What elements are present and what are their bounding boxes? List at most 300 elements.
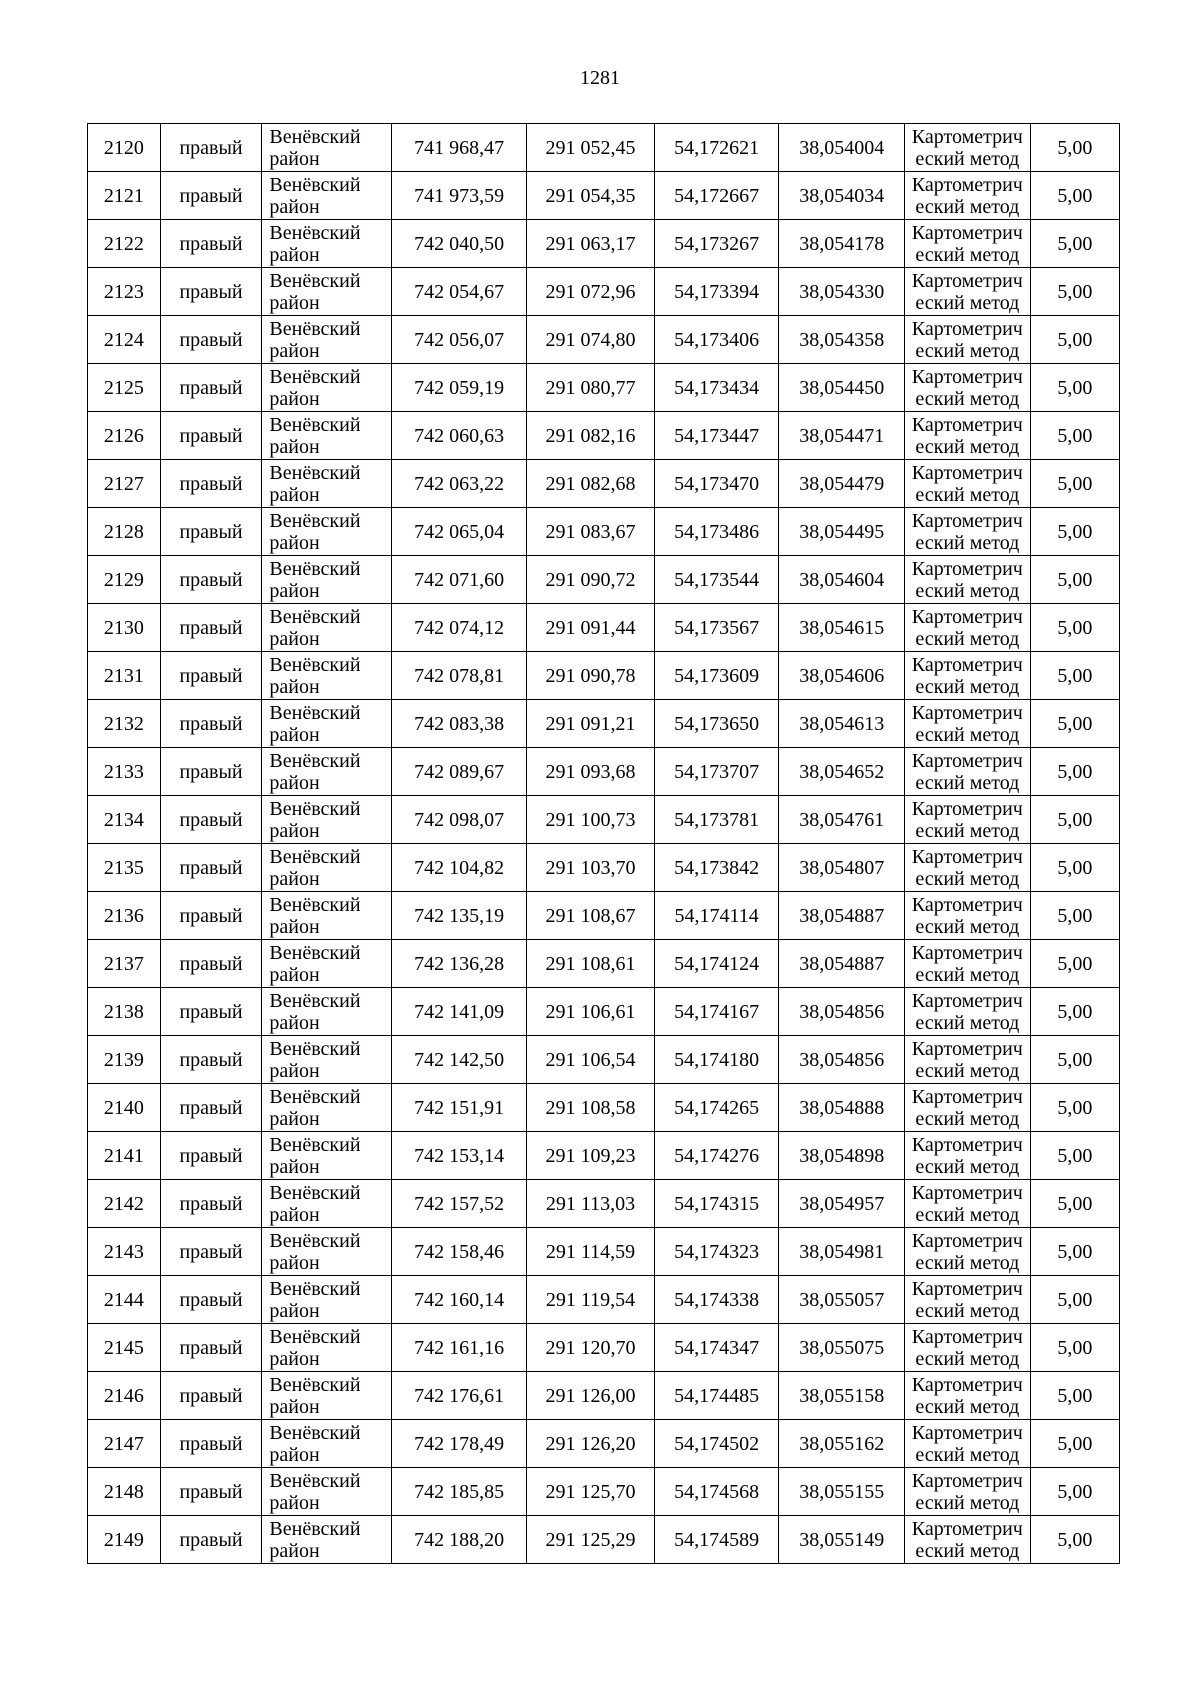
method-cell-line-1: Картометрич <box>911 125 1023 148</box>
accuracy-cell: 5,00 <box>1030 892 1119 940</box>
longitude-cell: 38,054004 <box>779 124 905 172</box>
coord-x-cell: 741 973,59 <box>392 172 527 220</box>
method-cell <box>905 124 1031 172</box>
coord-x-cell: 742 056,07 <box>392 316 527 364</box>
point-number-cell: 2120 <box>88 124 161 172</box>
district-cell-line-1: Венёвский <box>269 317 361 340</box>
longitude-cell: 38,054330 <box>779 268 905 316</box>
bank-side-cell: правый <box>160 1132 262 1180</box>
method-cell-line-2: еский метод <box>915 627 1020 650</box>
bank-side-cell: правый <box>160 1228 262 1276</box>
method-cell-line-2: еский метод <box>915 387 1020 410</box>
method-cell <box>905 652 1031 700</box>
latitude-cell: 54,174180 <box>654 1036 779 1084</box>
bank-side-cell: правый <box>160 700 262 748</box>
method-cell-line-1: Картометрич <box>911 1421 1023 1444</box>
district-cell-line-2: район <box>269 387 320 410</box>
coord-y-cell: 291 100,73 <box>527 796 655 844</box>
table-row <box>88 220 1120 268</box>
district-cell <box>262 1036 392 1084</box>
coord-y-cell: 291 126,00 <box>527 1372 655 1420</box>
coord-x-cell: 742 078,81 <box>392 652 527 700</box>
district-cell-line-2: район <box>269 579 320 602</box>
table-body <box>88 124 1120 1564</box>
method-cell-line-1: Картометрич <box>911 989 1023 1012</box>
table-row <box>88 1420 1120 1468</box>
coord-x-cell: 742 054,67 <box>392 268 527 316</box>
district-cell-line-2: район <box>269 1011 320 1034</box>
longitude-cell: 38,054613 <box>779 700 905 748</box>
table-row <box>88 1372 1120 1420</box>
latitude-cell: 54,174502 <box>654 1420 779 1468</box>
accuracy-cell: 5,00 <box>1030 748 1119 796</box>
district-cell <box>262 412 392 460</box>
district-cell-line-1: Венёвский <box>269 1181 361 1204</box>
bank-side-cell: правый <box>160 892 262 940</box>
method-cell-line-1: Картометрич <box>911 221 1023 244</box>
bank-side-cell: правый <box>160 508 262 556</box>
method-cell <box>905 1180 1031 1228</box>
district-cell <box>262 844 392 892</box>
bank-side-cell: правый <box>160 268 262 316</box>
latitude-cell: 54,173447 <box>654 412 779 460</box>
accuracy-cell: 5,00 <box>1030 1228 1119 1276</box>
longitude-cell: 38,054761 <box>779 796 905 844</box>
district-cell-line-2: район <box>269 1491 320 1514</box>
accuracy-cell: 5,00 <box>1030 652 1119 700</box>
district-cell-line-2: район <box>269 1251 320 1274</box>
longitude-cell: 38,055162 <box>779 1420 905 1468</box>
longitude-cell: 38,055155 <box>779 1468 905 1516</box>
point-number-cell: 2141 <box>88 1132 161 1180</box>
district-cell <box>262 1420 392 1468</box>
district-cell-line-1: Венёвский <box>269 557 361 580</box>
bank-side-cell: правый <box>160 1468 262 1516</box>
latitude-cell: 54,174114 <box>654 892 779 940</box>
accuracy-cell: 5,00 <box>1030 124 1119 172</box>
table-row <box>88 508 1120 556</box>
district-cell-line-1: Венёвский <box>269 221 361 244</box>
table-row <box>88 172 1120 220</box>
point-number-cell: 2132 <box>88 700 161 748</box>
bank-side-cell: правый <box>160 652 262 700</box>
district-cell-line-2: район <box>269 1347 320 1370</box>
district-cell-line-1: Венёвский <box>269 173 361 196</box>
method-cell <box>905 220 1031 268</box>
latitude-cell: 54,174323 <box>654 1228 779 1276</box>
district-cell-line-2: район <box>269 339 320 362</box>
point-number-cell: 2137 <box>88 940 161 988</box>
district-cell <box>262 940 392 988</box>
point-number-cell: 2129 <box>88 556 161 604</box>
method-cell-line-2: еский метод <box>915 1347 1020 1370</box>
table-row <box>88 1036 1120 1084</box>
accuracy-cell: 5,00 <box>1030 364 1119 412</box>
accuracy-cell: 5,00 <box>1030 220 1119 268</box>
district-cell-line-2: район <box>269 435 320 458</box>
coord-x-cell: 742 098,07 <box>392 796 527 844</box>
point-number-cell: 2124 <box>88 316 161 364</box>
district-cell <box>262 316 392 364</box>
accuracy-cell: 5,00 <box>1030 1276 1119 1324</box>
bank-side-cell: правый <box>160 220 262 268</box>
method-cell-line-2: еский метод <box>915 1155 1020 1178</box>
bank-side-cell: правый <box>160 796 262 844</box>
district-cell-line-1: Венёвский <box>269 461 361 484</box>
district-cell-line-2: район <box>269 243 320 266</box>
method-cell-line-2: еский метод <box>915 243 1020 266</box>
district-cell <box>262 508 392 556</box>
district-cell-line-1: Венёвский <box>269 413 361 436</box>
bank-side-cell: правый <box>160 460 262 508</box>
longitude-cell: 38,054358 <box>779 316 905 364</box>
method-cell <box>905 412 1031 460</box>
table-row <box>88 316 1120 364</box>
district-cell <box>262 748 392 796</box>
coord-x-cell: 742 188,20 <box>392 1516 527 1564</box>
district-cell <box>262 556 392 604</box>
method-cell <box>905 1516 1031 1564</box>
district-cell <box>262 460 392 508</box>
coord-x-cell: 742 136,28 <box>392 940 527 988</box>
accuracy-cell: 5,00 <box>1030 172 1119 220</box>
district-cell <box>262 892 392 940</box>
bank-side-cell: правый <box>160 316 262 364</box>
district-cell-line-2: район <box>269 483 320 506</box>
method-cell-line-2: еский метод <box>915 291 1020 314</box>
district-cell <box>262 172 392 220</box>
method-cell <box>905 460 1031 508</box>
district-cell-line-2: район <box>269 195 320 218</box>
accuracy-cell: 5,00 <box>1030 268 1119 316</box>
latitude-cell: 54,174568 <box>654 1468 779 1516</box>
coord-y-cell: 291 052,45 <box>527 124 655 172</box>
method-cell <box>905 1228 1031 1276</box>
table-row <box>88 604 1120 652</box>
coord-x-cell: 742 151,91 <box>392 1084 527 1132</box>
method-cell-line-2: еский метод <box>915 339 1020 362</box>
coord-y-cell: 291 082,16 <box>527 412 655 460</box>
coord-x-cell: 742 141,09 <box>392 988 527 1036</box>
method-cell <box>905 556 1031 604</box>
district-cell-line-1: Венёвский <box>269 125 361 148</box>
method-cell-line-2: еский метод <box>915 819 1020 842</box>
point-number-cell: 2134 <box>88 796 161 844</box>
coord-y-cell: 291 090,78 <box>527 652 655 700</box>
method-cell <box>905 748 1031 796</box>
district-cell <box>262 1468 392 1516</box>
coord-x-cell: 742 089,67 <box>392 748 527 796</box>
coord-x-cell: 742 176,61 <box>392 1372 527 1420</box>
district-cell-line-2: район <box>269 915 320 938</box>
longitude-cell: 38,054034 <box>779 172 905 220</box>
bank-side-cell: правый <box>160 1036 262 1084</box>
accuracy-cell: 5,00 <box>1030 556 1119 604</box>
coord-y-cell: 291 106,54 <box>527 1036 655 1084</box>
coord-x-cell: 742 083,38 <box>392 700 527 748</box>
district-cell-line-2: район <box>269 1203 320 1226</box>
coord-y-cell: 291 120,70 <box>527 1324 655 1372</box>
latitude-cell: 54,174124 <box>654 940 779 988</box>
coord-y-cell: 291 113,03 <box>527 1180 655 1228</box>
accuracy-cell: 5,00 <box>1030 1372 1119 1420</box>
point-number-cell: 2144 <box>88 1276 161 1324</box>
district-cell-line-1: Венёвский <box>269 365 361 388</box>
accuracy-cell: 5,00 <box>1030 316 1119 364</box>
point-number-cell: 2126 <box>88 412 161 460</box>
method-cell <box>905 1084 1031 1132</box>
latitude-cell: 54,174167 <box>654 988 779 1036</box>
bank-side-cell: правый <box>160 412 262 460</box>
latitude-cell: 54,174485 <box>654 1372 779 1420</box>
method-cell-line-2: еский метод <box>915 147 1020 170</box>
district-cell <box>262 604 392 652</box>
method-cell-line-2: еский метод <box>915 1395 1020 1418</box>
coord-y-cell: 291 125,70 <box>527 1468 655 1516</box>
bank-side-cell: правый <box>160 988 262 1036</box>
district-cell <box>262 364 392 412</box>
district-cell-line-1: Венёвский <box>269 749 361 772</box>
district-cell-line-2: район <box>269 675 320 698</box>
method-cell-line-1: Картометрич <box>911 461 1023 484</box>
table-row <box>88 268 1120 316</box>
longitude-cell: 38,054888 <box>779 1084 905 1132</box>
method-cell-line-1: Картометрич <box>911 1517 1023 1540</box>
district-cell-line-1: Венёвский <box>269 941 361 964</box>
point-number-cell: 2125 <box>88 364 161 412</box>
accuracy-cell: 5,00 <box>1030 1132 1119 1180</box>
district-cell-line-2: район <box>269 1155 320 1178</box>
district-cell <box>262 124 392 172</box>
district-cell-line-2: район <box>269 1107 320 1130</box>
district-cell-line-2: район <box>269 1395 320 1418</box>
district-cell-line-1: Венёвский <box>269 1277 361 1300</box>
method-cell <box>905 316 1031 364</box>
district-cell-line-2: район <box>269 963 320 986</box>
method-cell-line-1: Картометрич <box>911 797 1023 820</box>
district-cell <box>262 1132 392 1180</box>
method-cell-line-1: Картометрич <box>911 317 1023 340</box>
method-cell-line-2: еский метод <box>915 1203 1020 1226</box>
coord-x-cell: 742 059,19 <box>392 364 527 412</box>
longitude-cell: 38,055149 <box>779 1516 905 1564</box>
district-cell-line-1: Венёвский <box>269 1373 361 1396</box>
method-cell-line-2: еский метод <box>915 1107 1020 1130</box>
longitude-cell: 38,054807 <box>779 844 905 892</box>
point-number-cell: 2130 <box>88 604 161 652</box>
district-cell <box>262 652 392 700</box>
table-row <box>88 1468 1120 1516</box>
method-cell-line-2: еский метод <box>915 579 1020 602</box>
latitude-cell: 54,173486 <box>654 508 779 556</box>
latitude-cell: 54,173707 <box>654 748 779 796</box>
method-cell-line-1: Картометрич <box>911 1469 1023 1492</box>
method-cell-line-1: Картометрич <box>911 365 1023 388</box>
coord-x-cell: 742 071,60 <box>392 556 527 604</box>
method-cell-line-1: Картометрич <box>911 557 1023 580</box>
method-cell <box>905 1372 1031 1420</box>
accuracy-cell: 5,00 <box>1030 1516 1119 1564</box>
coord-y-cell: 291 080,77 <box>527 364 655 412</box>
method-cell <box>905 508 1031 556</box>
latitude-cell: 54,174338 <box>654 1276 779 1324</box>
method-cell <box>905 1036 1031 1084</box>
coord-x-cell: 742 160,14 <box>392 1276 527 1324</box>
coord-x-cell: 742 060,63 <box>392 412 527 460</box>
point-number-cell: 2135 <box>88 844 161 892</box>
coord-x-cell: 742 074,12 <box>392 604 527 652</box>
district-cell <box>262 1180 392 1228</box>
longitude-cell: 38,055158 <box>779 1372 905 1420</box>
method-cell-line-2: еский метод <box>915 867 1020 890</box>
latitude-cell: 54,173842 <box>654 844 779 892</box>
method-cell-line-1: Картометрич <box>911 1181 1023 1204</box>
method-cell <box>905 364 1031 412</box>
method-cell-line-1: Картометрич <box>911 173 1023 196</box>
point-number-cell: 2133 <box>88 748 161 796</box>
district-cell-line-1: Венёвский <box>269 1229 361 1252</box>
method-cell-line-2: еский метод <box>915 963 1020 986</box>
district-cell-line-2: район <box>269 771 320 794</box>
method-cell-line-1: Картометрич <box>911 269 1023 292</box>
method-cell <box>905 1420 1031 1468</box>
method-cell-line-1: Картометрич <box>911 1277 1023 1300</box>
method-cell-line-2: еский метод <box>915 1251 1020 1274</box>
accuracy-cell: 5,00 <box>1030 988 1119 1036</box>
coord-y-cell: 291 109,23 <box>527 1132 655 1180</box>
accuracy-cell: 5,00 <box>1030 1420 1119 1468</box>
method-cell <box>905 1324 1031 1372</box>
point-number-cell: 2127 <box>88 460 161 508</box>
accuracy-cell: 5,00 <box>1030 1180 1119 1228</box>
table-row <box>88 940 1120 988</box>
latitude-cell: 54,174315 <box>654 1180 779 1228</box>
accuracy-cell: 5,00 <box>1030 412 1119 460</box>
accuracy-cell: 5,00 <box>1030 604 1119 652</box>
page-number: 1281 <box>580 67 620 89</box>
table-row <box>88 1228 1120 1276</box>
coord-x-cell: 741 968,47 <box>392 124 527 172</box>
method-cell-line-1: Картометрич <box>911 1325 1023 1348</box>
latitude-cell: 54,173609 <box>654 652 779 700</box>
longitude-cell: 38,054479 <box>779 460 905 508</box>
coord-y-cell: 291 091,44 <box>527 604 655 652</box>
method-cell <box>905 1132 1031 1180</box>
method-cell-line-2: еский метод <box>915 1059 1020 1082</box>
latitude-cell: 54,173544 <box>654 556 779 604</box>
table-row <box>88 700 1120 748</box>
point-number-cell: 2148 <box>88 1468 161 1516</box>
latitude-cell: 54,174589 <box>654 1516 779 1564</box>
district-cell-line-1: Венёвский <box>269 1469 361 1492</box>
method-cell-line-2: еский метод <box>915 1539 1020 1562</box>
accuracy-cell: 5,00 <box>1030 508 1119 556</box>
bank-side-cell: правый <box>160 844 262 892</box>
point-number-cell: 2147 <box>88 1420 161 1468</box>
coord-y-cell: 291 063,17 <box>527 220 655 268</box>
coord-x-cell: 742 104,82 <box>392 844 527 892</box>
point-number-cell: 2146 <box>88 1372 161 1420</box>
table-row <box>88 1180 1120 1228</box>
accuracy-cell: 5,00 <box>1030 700 1119 748</box>
coord-y-cell: 291 093,68 <box>527 748 655 796</box>
method-cell-line-2: еский метод <box>915 1491 1020 1514</box>
coord-y-cell: 291 072,96 <box>527 268 655 316</box>
district-cell-line-2: район <box>269 627 320 650</box>
bank-side-cell: правый <box>160 748 262 796</box>
district-cell-line-1: Венёвский <box>269 509 361 532</box>
longitude-cell: 38,055075 <box>779 1324 905 1372</box>
district-cell <box>262 1516 392 1564</box>
method-cell-line-1: Картометрич <box>911 1229 1023 1252</box>
method-cell-line-2: еский метод <box>915 1011 1020 1034</box>
district-cell-line-1: Венёвский <box>269 893 361 916</box>
coord-y-cell: 291 106,61 <box>527 988 655 1036</box>
district-cell-line-1: Венёвский <box>269 989 361 1012</box>
method-cell-line-1: Картометрич <box>911 509 1023 532</box>
district-cell-line-2: район <box>269 1539 320 1562</box>
district-cell-line-1: Венёвский <box>269 1517 361 1540</box>
method-cell-line-2: еский метод <box>915 531 1020 554</box>
coord-y-cell: 291 083,67 <box>527 508 655 556</box>
method-cell-line-2: еский метод <box>915 1299 1020 1322</box>
method-cell <box>905 892 1031 940</box>
table-row <box>88 556 1120 604</box>
district-cell <box>262 1276 392 1324</box>
latitude-cell: 54,173650 <box>654 700 779 748</box>
method-cell-line-2: еский метод <box>915 915 1020 938</box>
table-row <box>88 460 1120 508</box>
method-cell-line-2: еский метод <box>915 675 1020 698</box>
longitude-cell: 38,054495 <box>779 508 905 556</box>
accuracy-cell: 5,00 <box>1030 940 1119 988</box>
point-number-cell: 2123 <box>88 268 161 316</box>
district-cell-line-1: Венёвский <box>269 1133 361 1156</box>
longitude-cell: 38,054856 <box>779 988 905 1036</box>
coord-x-cell: 742 161,16 <box>392 1324 527 1372</box>
method-cell-line-1: Картометрич <box>911 605 1023 628</box>
coord-y-cell: 291 114,59 <box>527 1228 655 1276</box>
coord-y-cell: 291 119,54 <box>527 1276 655 1324</box>
bank-side-cell: правый <box>160 1324 262 1372</box>
coord-x-cell: 742 135,19 <box>392 892 527 940</box>
district-cell-line-2: район <box>269 531 320 554</box>
latitude-cell: 54,173470 <box>654 460 779 508</box>
latitude-cell: 54,173434 <box>654 364 779 412</box>
method-cell <box>905 844 1031 892</box>
method-cell-line-2: еский метод <box>915 723 1020 746</box>
district-cell <box>262 1084 392 1132</box>
longitude-cell: 38,054957 <box>779 1180 905 1228</box>
method-cell-line-1: Картометрич <box>911 1037 1023 1060</box>
table-row <box>88 364 1120 412</box>
method-cell-line-2: еский метод <box>915 195 1020 218</box>
point-number-cell: 2138 <box>88 988 161 1036</box>
district-cell-line-2: район <box>269 147 320 170</box>
point-number-cell: 2140 <box>88 1084 161 1132</box>
method-cell-line-1: Картометрич <box>911 1133 1023 1156</box>
accuracy-cell: 5,00 <box>1030 844 1119 892</box>
district-cell-line-1: Венёвский <box>269 1325 361 1348</box>
coord-y-cell: 291 090,72 <box>527 556 655 604</box>
coord-y-cell: 291 108,61 <box>527 940 655 988</box>
latitude-cell: 54,172621 <box>654 124 779 172</box>
table-row <box>88 652 1120 700</box>
longitude-cell: 38,054887 <box>779 940 905 988</box>
bank-side-cell: правый <box>160 940 262 988</box>
bank-side-cell: правый <box>160 604 262 652</box>
district-cell-line-2: район <box>269 819 320 842</box>
